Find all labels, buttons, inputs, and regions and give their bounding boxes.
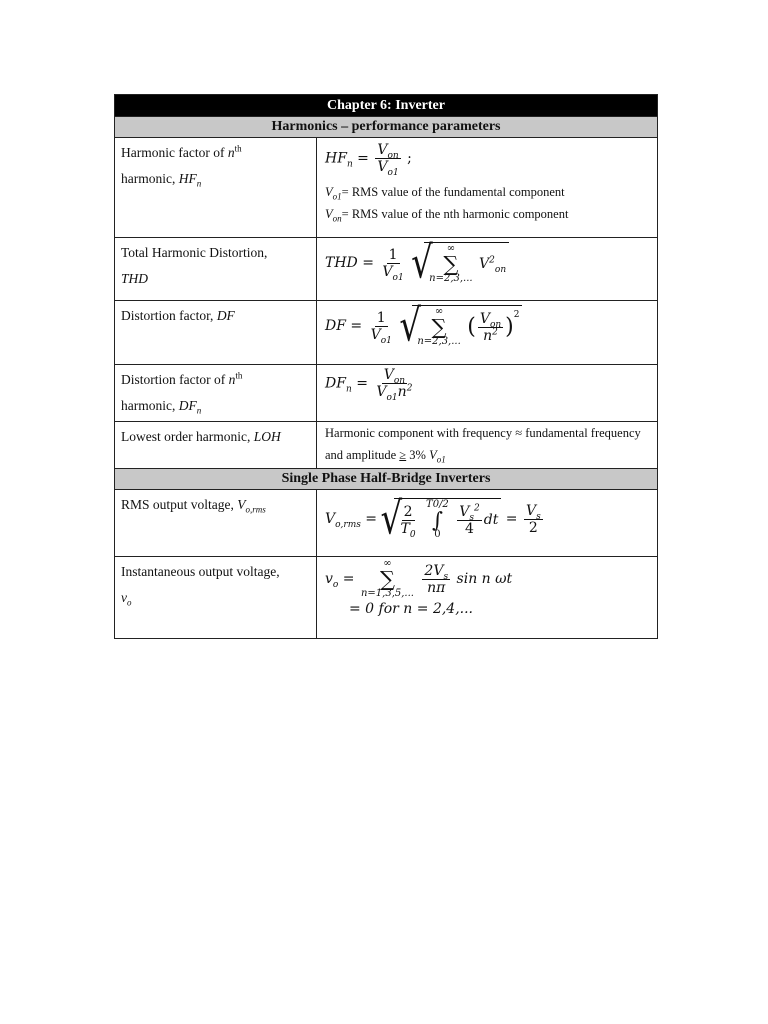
loh-text-line1: Harmonic component with frequency ≈ fundamental frequency bbox=[325, 426, 641, 440]
table-title: Chapter 6: Inverter bbox=[115, 95, 658, 117]
row-label-thd: Total Harmonic Distortion, THD bbox=[115, 238, 317, 301]
equation-vo-line2: = 0 for n = 2,4,... bbox=[349, 601, 474, 617]
row-label-vo: Instantaneous output voltage, $v_o$ bbox=[115, 557, 317, 639]
row-label-df: Distortion factor, DF bbox=[115, 301, 317, 365]
formula-loh bbox=[317, 422, 658, 469]
formula-thd bbox=[317, 238, 658, 301]
formula-hfn bbox=[317, 138, 658, 238]
formula-table bbox=[114, 94, 658, 639]
section-heading-harmonics: Harmonics – performance parameters bbox=[115, 117, 658, 138]
table-row bbox=[115, 138, 658, 238]
equation-thd: THD = $\frac{1}{V_{o1}}$ √ ∞ ∑ n=2,3,... $V^2_{on}$ bbox=[325, 242, 651, 284]
note-vo1: $V_{o1}=$ RMS value of the fundamental component bbox=[325, 185, 565, 202]
formula-vorms bbox=[317, 490, 658, 557]
row-label-loh: Lowest order harmonic, LOH bbox=[115, 422, 317, 469]
equation-dfn: $DF_n$ = $\frac{V_{on}}{V_{o1}n^2}$ bbox=[325, 367, 413, 403]
row-label-dfn: Distortion factor of $n^{th}$ harmonic, $DF_n$ bbox=[115, 365, 317, 422]
table-row bbox=[115, 301, 658, 365]
formula-vo bbox=[317, 557, 658, 639]
section-heading-half-bridge: Single Phase Half-Bridge Inverters bbox=[115, 469, 658, 490]
table-row bbox=[115, 422, 658, 469]
table-row bbox=[115, 238, 658, 301]
table-row bbox=[115, 557, 658, 639]
loh-text-line2: and amplitude ≥ 3% $V_{o1}$ bbox=[325, 448, 446, 465]
row-label-hfn: Harmonic factor of $n^{th}$ harmonic, $HF_n$ bbox=[115, 138, 317, 238]
formula-dfn bbox=[317, 365, 658, 422]
note-von: $V_{on}=$ RMS value of the nth harmonic component bbox=[325, 207, 569, 224]
formula-df bbox=[317, 301, 658, 365]
table-row bbox=[115, 365, 658, 422]
equation-vorms: $V_{o,rms}$ = √ $\frac{2}{T_0}$ T0/2 ∫ 0 $\frac{V_s^2}{4}$ dt = $\frac{V_s}{2}$ bbox=[325, 498, 651, 540]
equation-hfn: $HF_n$ = $\frac{V_{on}}{V_{o1}}$ ; bbox=[325, 142, 412, 178]
row-label-vorms: RMS output voltage, $V_{o,rms}$ bbox=[115, 490, 317, 557]
table-row bbox=[115, 490, 658, 557]
equation-vo: $v_o$ = ∞ ∑ n=1,3,5,... $\frac{2V_s}{n\pi}$ sin n ωt bbox=[325, 558, 513, 599]
equation-df: DF = $\frac{1}{V_{o1}}$ √ ∞ ∑ n=2,3,... ( $\frac{V_{on}}{n^2}$ )$^2$ bbox=[325, 305, 651, 347]
